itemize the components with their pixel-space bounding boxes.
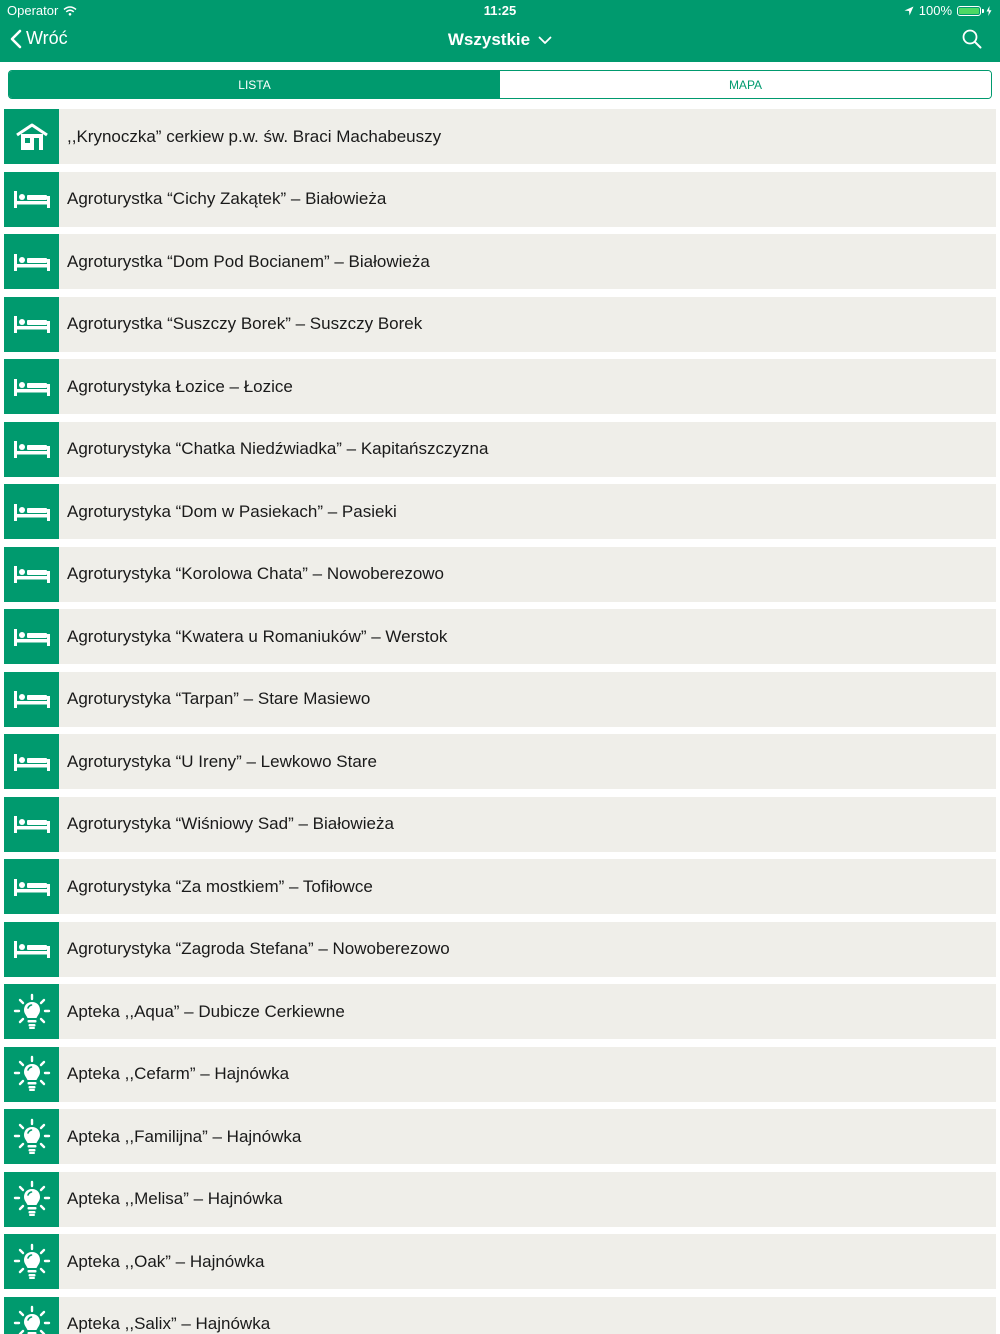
top-bar (0, 0, 1000, 62)
bed-icon (4, 234, 59, 289)
list-item-label: Agroturystka “Dom Pod Bocianem” – Białowieża (67, 251, 430, 271)
list-item[interactable] (4, 109, 996, 164)
list-item-label: Apteka ,,Oak” – Hajnówka (67, 1251, 265, 1271)
battery-percent: 100% (918, 3, 952, 18)
list-item-label: Agroturystyka “Korolowa Chata” – Nowoberezowo (67, 564, 445, 583)
status-time: 11:25 (483, 3, 517, 18)
carrier-label: Operator (7, 3, 59, 18)
nav-bar (0, 20, 1000, 62)
place-list (0, 109, 1000, 1334)
list-item[interactable] (4, 297, 996, 352)
bed-icon (4, 609, 59, 664)
list-item-label: Agroturystyka “Dom w Pasiekach” – Pasieki (67, 501, 397, 521)
battery-level (959, 8, 979, 14)
bed-icon (4, 734, 59, 789)
list-item-label: Agroturystyka “Tarpan” – Stare Masiewo (67, 689, 371, 708)
bed-icon (4, 922, 59, 977)
list-item[interactable] (4, 1234, 996, 1289)
list-item-label: Agroturystyka “Wiśniowy Sad” – Białowieża (67, 814, 394, 833)
list-item-label: Agroturystyka “Zagroda Stefana” – Nowoberezowo (67, 939, 450, 958)
lightbulb-icon (4, 1109, 59, 1164)
lightbulb-icon (4, 1172, 59, 1227)
list-item-label: Apteka ,,Melisa” – Hajnówka (67, 1189, 283, 1208)
list-item[interactable] (4, 672, 996, 727)
lightbulb-icon (4, 1297, 59, 1334)
list-item[interactable] (4, 547, 996, 602)
status-right (904, 3, 992, 18)
bed-icon (4, 484, 59, 539)
list-item[interactable] (4, 922, 996, 977)
list-item[interactable] (4, 359, 996, 414)
list-item-label: Agroturystyka Łozice – Łozice (67, 376, 293, 396)
list-item-label: Apteka ,,Salix” – Hajnówka (67, 1314, 271, 1333)
search-icon (962, 29, 982, 49)
list-item[interactable] (4, 1047, 996, 1102)
bed-icon (4, 422, 59, 477)
list-item[interactable] (4, 1109, 996, 1164)
bed-icon (4, 547, 59, 602)
list-item[interactable] (4, 172, 996, 227)
list-item[interactable] (4, 984, 996, 1039)
list-item[interactable] (4, 234, 996, 289)
view-mode-segmented-control (8, 70, 992, 99)
list-item-label: Agroturystka “Suszczy Borek” – Suszczy Borek (67, 314, 423, 333)
category-dropdown[interactable] (448, 30, 552, 50)
bed-icon (4, 797, 59, 852)
back-label: Wróć (26, 28, 68, 48)
bed-icon (4, 859, 59, 914)
list-item-label: Apteka ,,Aqua” – Dubicze Cerkiewne (67, 1001, 345, 1021)
charging-bolt-icon (986, 6, 992, 16)
list-item-label: Apteka ,,Cefarm” – Hajnówka (67, 1064, 290, 1083)
list-item-label: ,,Krynoczka” cerkiew p.w. św. Braci Machabeuszy (67, 126, 442, 146)
lightbulb-icon (4, 1234, 59, 1289)
list-item[interactable] (4, 609, 996, 664)
list-item[interactable] (4, 859, 996, 914)
lightbulb-icon (4, 984, 59, 1039)
list-item[interactable] (4, 734, 996, 789)
list-item-label: Agroturystyka “U Ireny” – Lewkowo Stare (67, 751, 377, 771)
list-item-label: Agroturystka “Cichy Zakątek” – Białowieża (67, 189, 387, 208)
nav-title (0, 30, 1000, 50)
tab-lista[interactable]: LISTA (9, 71, 500, 98)
page-title: Wszystkie (447, 30, 531, 49)
list-item-label: Agroturystyka “Kwatera u Romaniuków” – Werstok (67, 626, 448, 646)
list-item-label: Agroturystyka “Chatka Niedźwiadka” – Kapitańszczyzna (67, 439, 489, 458)
status-bar (0, 0, 1000, 20)
chevron-down-icon (538, 36, 552, 45)
tab-mapa[interactable]: MAPA (500, 71, 991, 98)
bed-icon (4, 672, 59, 727)
list-item[interactable] (4, 484, 996, 539)
location-arrow-icon (904, 6, 914, 16)
list-item[interactable] (4, 422, 996, 477)
battery-icon (957, 6, 981, 16)
list-item-label: Agroturystyka “Za mostkiem” – Tofiłowce (67, 876, 373, 896)
bed-icon (4, 172, 59, 227)
bed-icon (4, 297, 59, 352)
bed-icon (4, 359, 59, 414)
search-button[interactable] (962, 29, 982, 54)
lightbulb-icon (4, 1047, 59, 1102)
list-item[interactable] (4, 1172, 996, 1227)
list-item-label: Apteka ,,Familijna” – Hajnówka (67, 1126, 302, 1146)
church-icon (4, 109, 59, 164)
list-item[interactable] (4, 1297, 996, 1334)
list-item[interactable] (4, 797, 996, 852)
